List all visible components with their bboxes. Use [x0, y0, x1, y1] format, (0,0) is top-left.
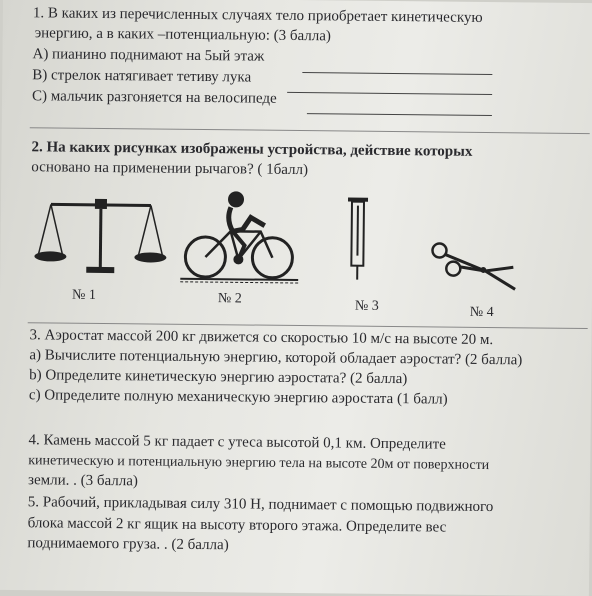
q1-answer-line-b: [287, 92, 492, 95]
q1-title: 1. В каких из перечисленных случаях тело приобретает кинетическую: [33, 5, 483, 27]
q3-part-b: b) Определите кинетическую энергию аэростата? (2 балла): [29, 367, 407, 388]
q4-line-1: 4. Камень массой 5 кг падает с утеса высотой 0,1 км. Определите: [28, 432, 446, 453]
q1-option-c: С) мальчик разгоняется на велосипеде: [32, 88, 277, 108]
q5-line-3: поднимаемого груза. . (2 балла): [27, 535, 229, 554]
q1-answer-line-a: [302, 72, 492, 75]
q5-line-2: блока массой 2 кг ящик на высоту второго этажа. Определите вес: [28, 515, 447, 536]
q1-option-b: В) стрелок натягивает тетиву лука: [32, 67, 251, 86]
q2-title: 2. На каких рисунках изображены устройства, действие которых: [31, 139, 472, 161]
figure-3-caption: № 3: [355, 299, 379, 315]
q1-title-cont: энергию, а в каких –потенциальную: (3 балла): [35, 25, 331, 45]
q3-part-c: c) Определите полную механическую энергию аэростата (1 балл): [29, 387, 448, 408]
tube-figure: [343, 195, 374, 280]
q3-part-a: а) Вычислите потенциальную энергию, которой обладает аэростат? (2 балла): [29, 347, 522, 369]
q3-title: 3. Аэростат массой 200 кг движется со скоростью 10 м/с на высоте 20 м.: [29, 327, 493, 349]
scissors-figure: [425, 236, 526, 297]
balance-scale-figure: [30, 192, 171, 283]
figure-4-caption: № 4: [470, 305, 494, 321]
section-divider: [30, 127, 590, 134]
q1-answer-line-c: [307, 113, 492, 116]
cyclist-figure: [180, 189, 301, 285]
q4-line-3: земли. . (3 балла): [28, 472, 138, 490]
q5-line-1: 5. Рабочий, прикладывая силу 310 Н, поднимает с помощью подвижного: [28, 494, 494, 516]
q4-line-2: кинетическую и потенциальную энергию тела на высоте 20м от поверхности: [28, 452, 489, 474]
figure-1-caption: № 1: [72, 288, 96, 304]
q2-title-cont: основано на применении рычагов? ( 1балл): [31, 159, 308, 179]
q1-option-a: А) пианино поднимают на 5ый этаж: [32, 46, 264, 65]
figure-2-caption: № 2: [218, 291, 242, 307]
